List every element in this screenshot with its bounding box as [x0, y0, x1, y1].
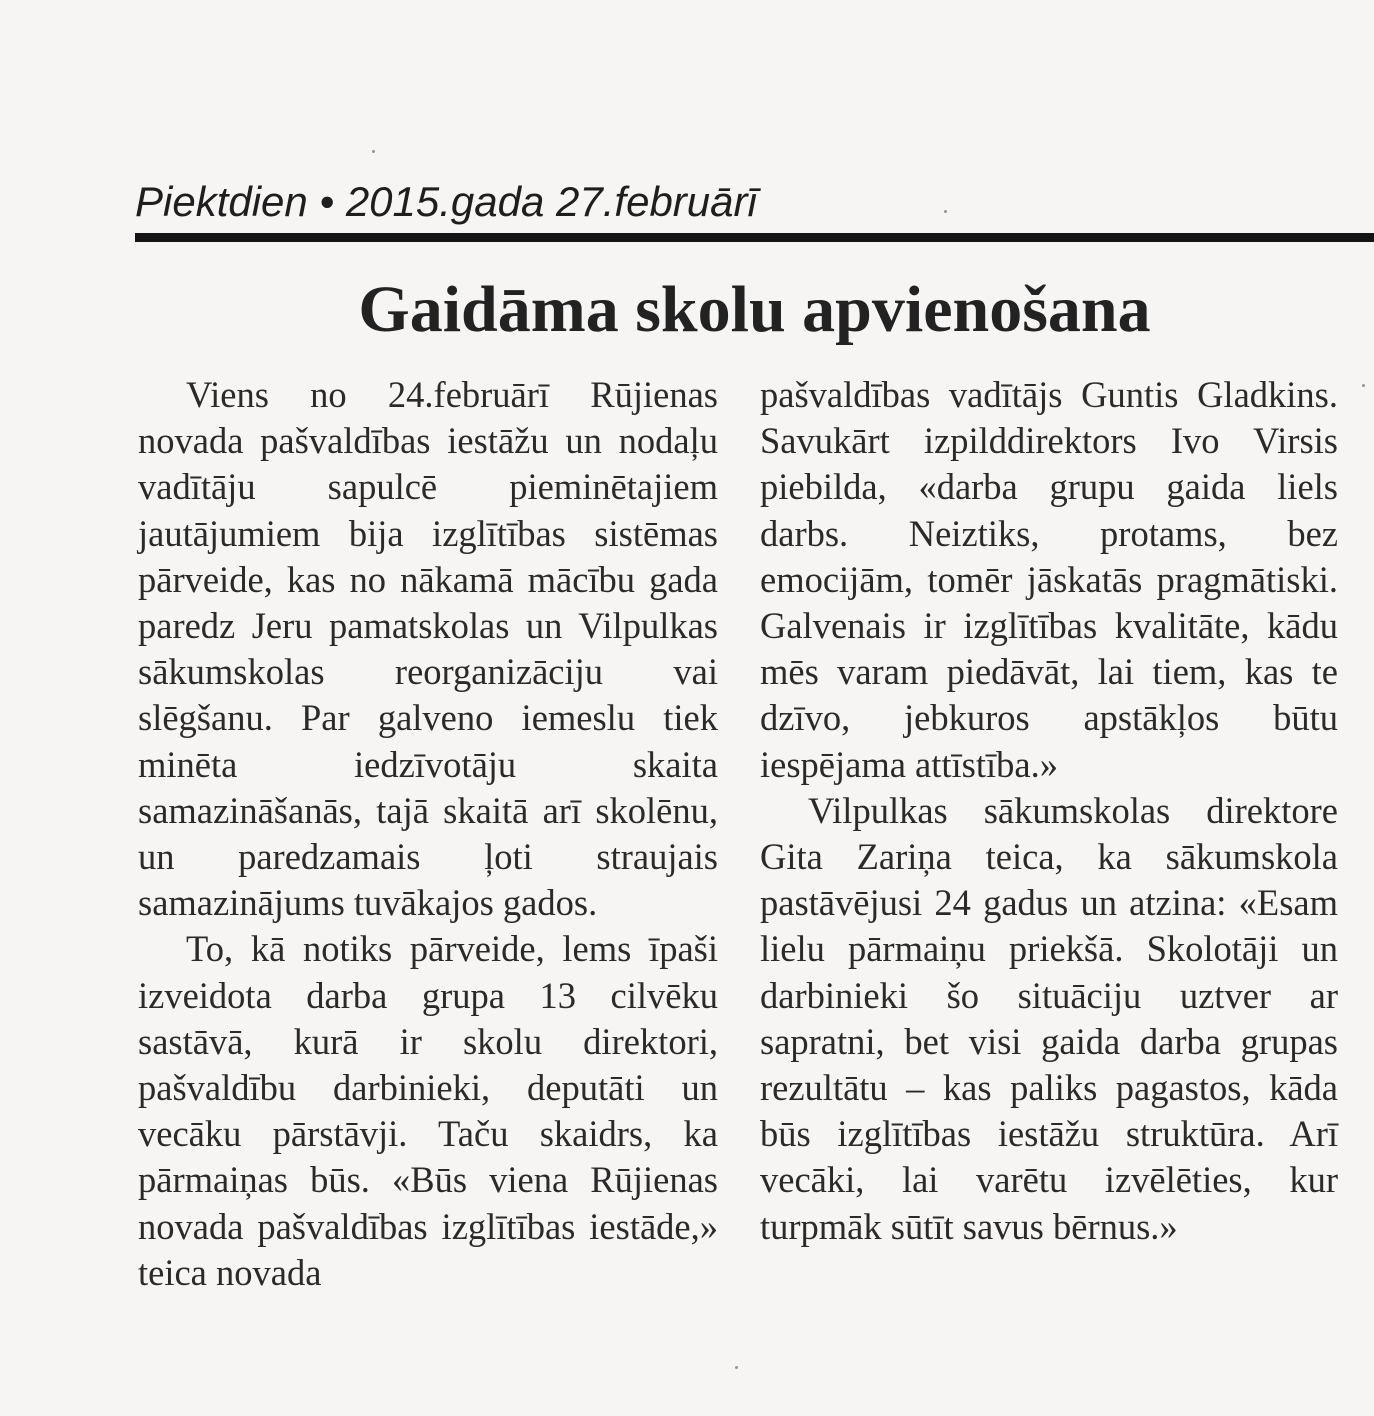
article-paragraph: pašvaldības vadītājs Guntis Gladkins. Savukārt izpilddirektors Ivo Virsis piebilda, «darba grupu gaida liels darbs. Neiztiks, protams, bez emocijām, tomēr jāskatās pragmātiski. Galvenais ir izglītības kvalitāte, kādu mēs varam piedāvāt, lai tiem, kas te dzīvo, jebkuros apstākļos būtu iespējama attīstība.» [760, 374, 1338, 785]
article-paragraph: Viens no 24.februārī Rūjienas novada pašvaldības iestāžu un nodaļu vadītāju sapulcē pieminētajiem jautājumiem bija izglītības sistēmas pārveide, kas no nākamā mācību gada paredz Jeru pamatskolas un Vilpulkas sākumskolas reorganizāciju vai slēgšanu. Par galveno iemeslu tiek minēta iedzīvotāju skaita samazināšanās, tajā skaitā arī skolēnu, un paredzamais ļoti straujais samazinājums tuvākajos gados. [138, 374, 718, 924]
headline: Gaidāma skolu apvienošana [358, 273, 1151, 346]
scan-speck [1362, 384, 1365, 387]
article-column-right [760, 372, 1338, 1250]
scan-speck [372, 150, 375, 153]
dateline: Piektdien • 2015.gada 27.februārī [135, 178, 757, 225]
scan-speck [735, 1366, 738, 1369]
article-paragraph: Vilpulkas sākumskolas direktore Gita Zariņa teica, ka sākumskola pastāvējusi 24 gadus un atzina: «Esam lielu pārmaiņu priekšā. Skolotāji un darbinieki šo situāciju uztver ar sapratni, bet visi gaida darba grupas rezultātu – kas paliks pagastos, kāda būs izglītības iestāžu struktūra. Arī vecāki, lai varētu izvēlēties, kur turpmāk sūtīt savus bērnus.» [760, 789, 1338, 1247]
article-paragraph: To, kā notiks pārveide, lems īpaši izveidota darba grupa 13 cilvēku sastāvā, kurā ir skolu direktori, pašvaldību darbinieki, deputāti un vecāku pārstāvji. Taču skaidrs, ka pārmaiņas būs. «Būs viena Rūjienas novada pašvaldības izglītības iestāde,» teica novada [138, 928, 718, 1293]
scan-speck [944, 210, 947, 213]
header-rule [135, 233, 1374, 242]
article-column-left [138, 372, 718, 1296]
